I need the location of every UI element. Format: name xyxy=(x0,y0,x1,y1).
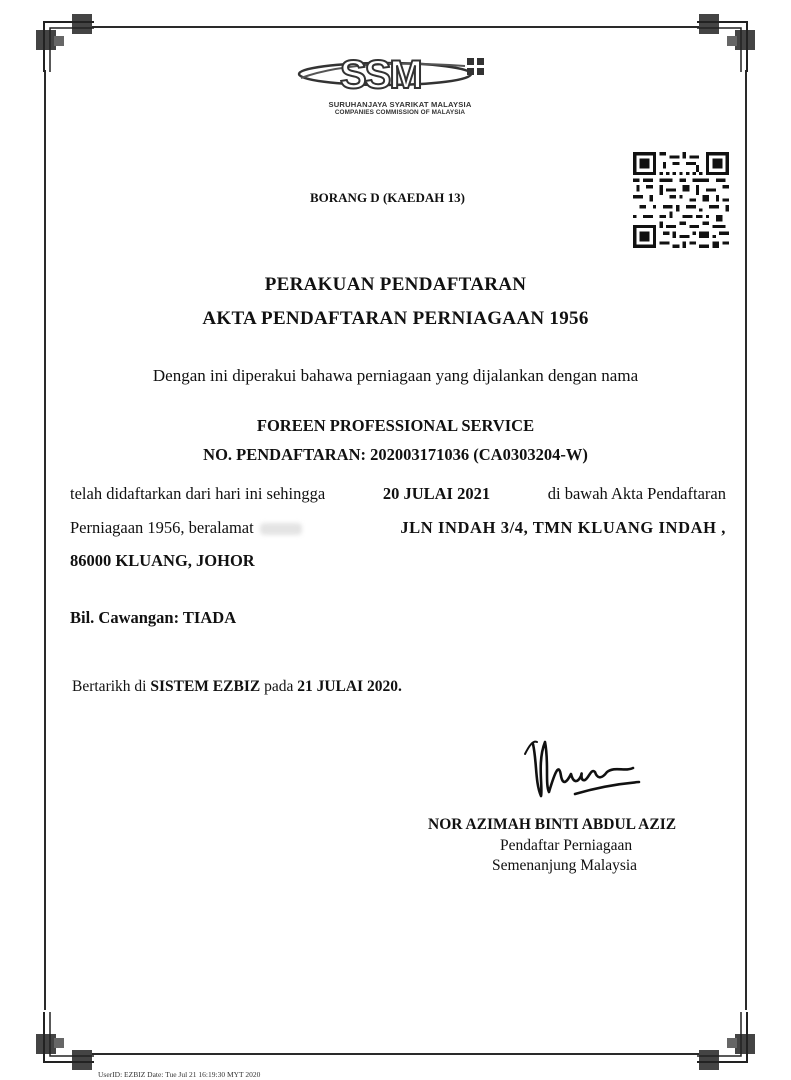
frame-left-border xyxy=(44,70,46,1010)
address-city: 86000 KLUANG, JOHOR xyxy=(70,551,255,570)
footer-user-stamp: UserID: EZBIZ Date: Tue Jul 21 16:19:30 MYT 2020 xyxy=(98,1070,261,1079)
address-line-1 xyxy=(70,518,726,538)
validity-text-start: telah didaftarkan dari hari ini sehingga xyxy=(70,484,326,503)
org-name-en: COMPANIES COMMISSION OF MALAYSIA xyxy=(334,109,466,116)
frame-top-border xyxy=(72,26,719,28)
dated-line xyxy=(72,678,402,696)
ssm-logo-mark xyxy=(295,48,505,100)
business-name: FOREEN PROFESSIONAL SERVICE xyxy=(256,416,535,435)
signatory-region: Semenanjung Malaysia xyxy=(492,857,638,874)
act-title: AKTA PENDAFTARAN PERNIAGAAN 1956 xyxy=(202,308,589,329)
signatory-role: Pendaftar Perniagaan xyxy=(500,837,633,854)
validity-text-end: di bawah Akta Pendaftaran xyxy=(547,484,726,503)
intro-statement: Dengan ini diperakui bahawa perniagaan yang dijalankan dengan nama xyxy=(152,366,639,385)
registrar-signature xyxy=(515,732,645,812)
issue-date: 21 JULAI 2020. xyxy=(297,678,402,695)
org-name-ms: SURUHANJAYA SYARIKAT MALAYSIA xyxy=(328,100,472,109)
dated-middle: pada xyxy=(264,678,294,695)
frame-bottom-border xyxy=(72,1053,719,1055)
dated-prefix: Bertarikh di xyxy=(72,678,147,695)
form-reference: BORANG D (KAEDAH 13) xyxy=(310,190,465,205)
branch-count: Bil. Cawangan: TIADA xyxy=(70,608,237,627)
address-street: JLN INDAH 3/4, TMN KLUANG INDAH , xyxy=(400,518,726,537)
ssm-logo xyxy=(295,48,505,120)
certificate-title: PERAKUAN PENDAFTARAN xyxy=(264,274,527,295)
redacted-house-number xyxy=(260,523,302,535)
frame-right-border xyxy=(745,70,747,1010)
issuing-system: SISTEM EZBIZ xyxy=(150,678,261,695)
registration-number: NO. PENDAFTARAN: 202003171036 (CA0303204-W) xyxy=(203,445,588,464)
corner-ornament-bottom-right xyxy=(695,1010,755,1070)
corner-ornament-top-right xyxy=(695,14,755,74)
corner-ornament-bottom-left xyxy=(36,1010,96,1070)
ssm-logo-wordmark: SSM xyxy=(340,53,421,97)
corner-ornament-top-left xyxy=(36,14,96,74)
expiry-date: 20 JULAI 2021 xyxy=(382,484,491,503)
signatory-name: NOR AZIMAH BINTI ABDUL AZIZ xyxy=(428,816,677,833)
validity-line xyxy=(70,484,726,504)
address-label: Perniagaan 1956, beralamat xyxy=(70,518,308,538)
qr-code xyxy=(633,152,729,248)
